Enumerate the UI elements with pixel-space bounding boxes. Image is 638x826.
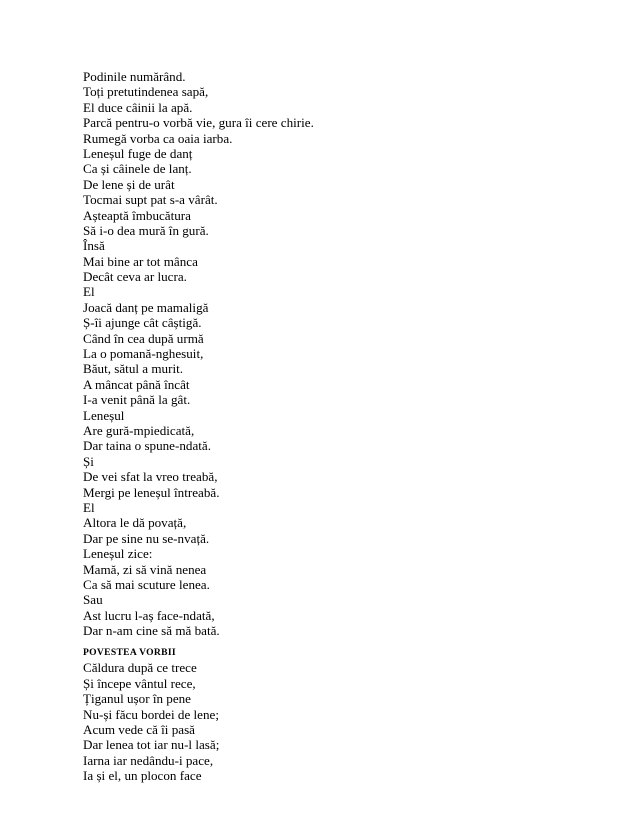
- poem-line: Însă: [83, 238, 105, 254]
- section-heading: POVESTEA VORBII: [83, 647, 176, 659]
- poem-line: La o pomană-nghesuit,: [83, 346, 204, 362]
- poem-line: Decât ceva ar lucra.: [83, 269, 187, 285]
- poem-line: Dar taina o spune-ndată.: [83, 438, 211, 454]
- poem-line: Iarna iar nedându-i pace,: [83, 752, 214, 768]
- poem-line: A mâncat până încât: [83, 376, 190, 392]
- poem-line: Ast lucru l-aș face-ndată,: [83, 607, 215, 623]
- poem-line: El: [83, 284, 95, 300]
- poem-line: Dar lenea tot iar nu-l lasă;: [83, 737, 220, 753]
- poem-line: Rumegă vorba ca oaia iarba.: [83, 130, 233, 146]
- poem-line: I-a venit până la gât.: [83, 392, 191, 408]
- poem-line: Să i-o dea mură în gură.: [83, 222, 209, 238]
- poem-line: Și începe vântul rece,: [83, 675, 196, 691]
- poem-section-1: [83, 69, 563, 638]
- poem-line: Ș-îi ajunge cât câștigă.: [83, 315, 202, 331]
- poem-line: El: [83, 499, 95, 515]
- poem-line: Băut, sătul a murit.: [83, 361, 184, 377]
- poem-line: Dar pe sine nu se-nvață.: [83, 530, 210, 546]
- poem-line: Parcă pentru-o vorbă vie, gura îi cere chirie.: [83, 115, 314, 131]
- poem-line: Altora le dă povață,: [83, 515, 187, 531]
- poem-line: De vei sfat la vreo treabă,: [83, 469, 218, 485]
- poem-line: Joacă danț pe mamaligă: [83, 299, 209, 315]
- poem-line: Toți pretutindenea sapă,: [83, 84, 209, 100]
- poem-line: Mai bine ar tot mânca: [83, 253, 198, 269]
- poem-line: Așteaptă îmbucătura: [83, 207, 191, 223]
- poem-line: Leneșul zice:: [83, 546, 153, 562]
- poem-line: Mamă, zi să vină nenea: [83, 561, 207, 577]
- poem-line: Ia și el, un plocon face: [83, 768, 202, 784]
- poem-line: Și: [83, 453, 94, 469]
- poem-line: El duce câinii la apă.: [83, 99, 193, 115]
- poem-line: Când în cea după urmă: [83, 330, 204, 346]
- poem-line: Leneșul fuge de danț: [83, 145, 193, 161]
- poem-line: Nu-și făcu bordei de lene;: [83, 706, 219, 722]
- poem-line: Mergi pe leneșul întreabă.: [83, 484, 220, 500]
- poem-line: Podinile numărând.: [83, 69, 186, 84]
- poem-line: Țiganul ușor în pene: [83, 691, 191, 707]
- poem-line: Tocmai supt pat s-a vârât.: [83, 192, 218, 208]
- poem-section-2: [83, 660, 563, 783]
- poem-line: Are gură-mpiedicată,: [83, 422, 195, 438]
- poem-line: De lene și de urât: [83, 176, 175, 192]
- poem-line: Acum vede că îi pasă: [83, 722, 195, 738]
- poem-line: Ca și câinele de lanț.: [83, 161, 192, 177]
- poem-line: Leneșul: [83, 407, 125, 423]
- poem-line: Ca să mai scuture lenea.: [83, 576, 210, 592]
- poem-text: [83, 69, 563, 784]
- section-gap: [83, 638, 563, 646]
- poem-line: Dar n-am cine să mă bată.: [83, 623, 220, 639]
- poem-line: Sau: [83, 592, 103, 608]
- poem-line: Căldura după ce trece: [83, 660, 197, 676]
